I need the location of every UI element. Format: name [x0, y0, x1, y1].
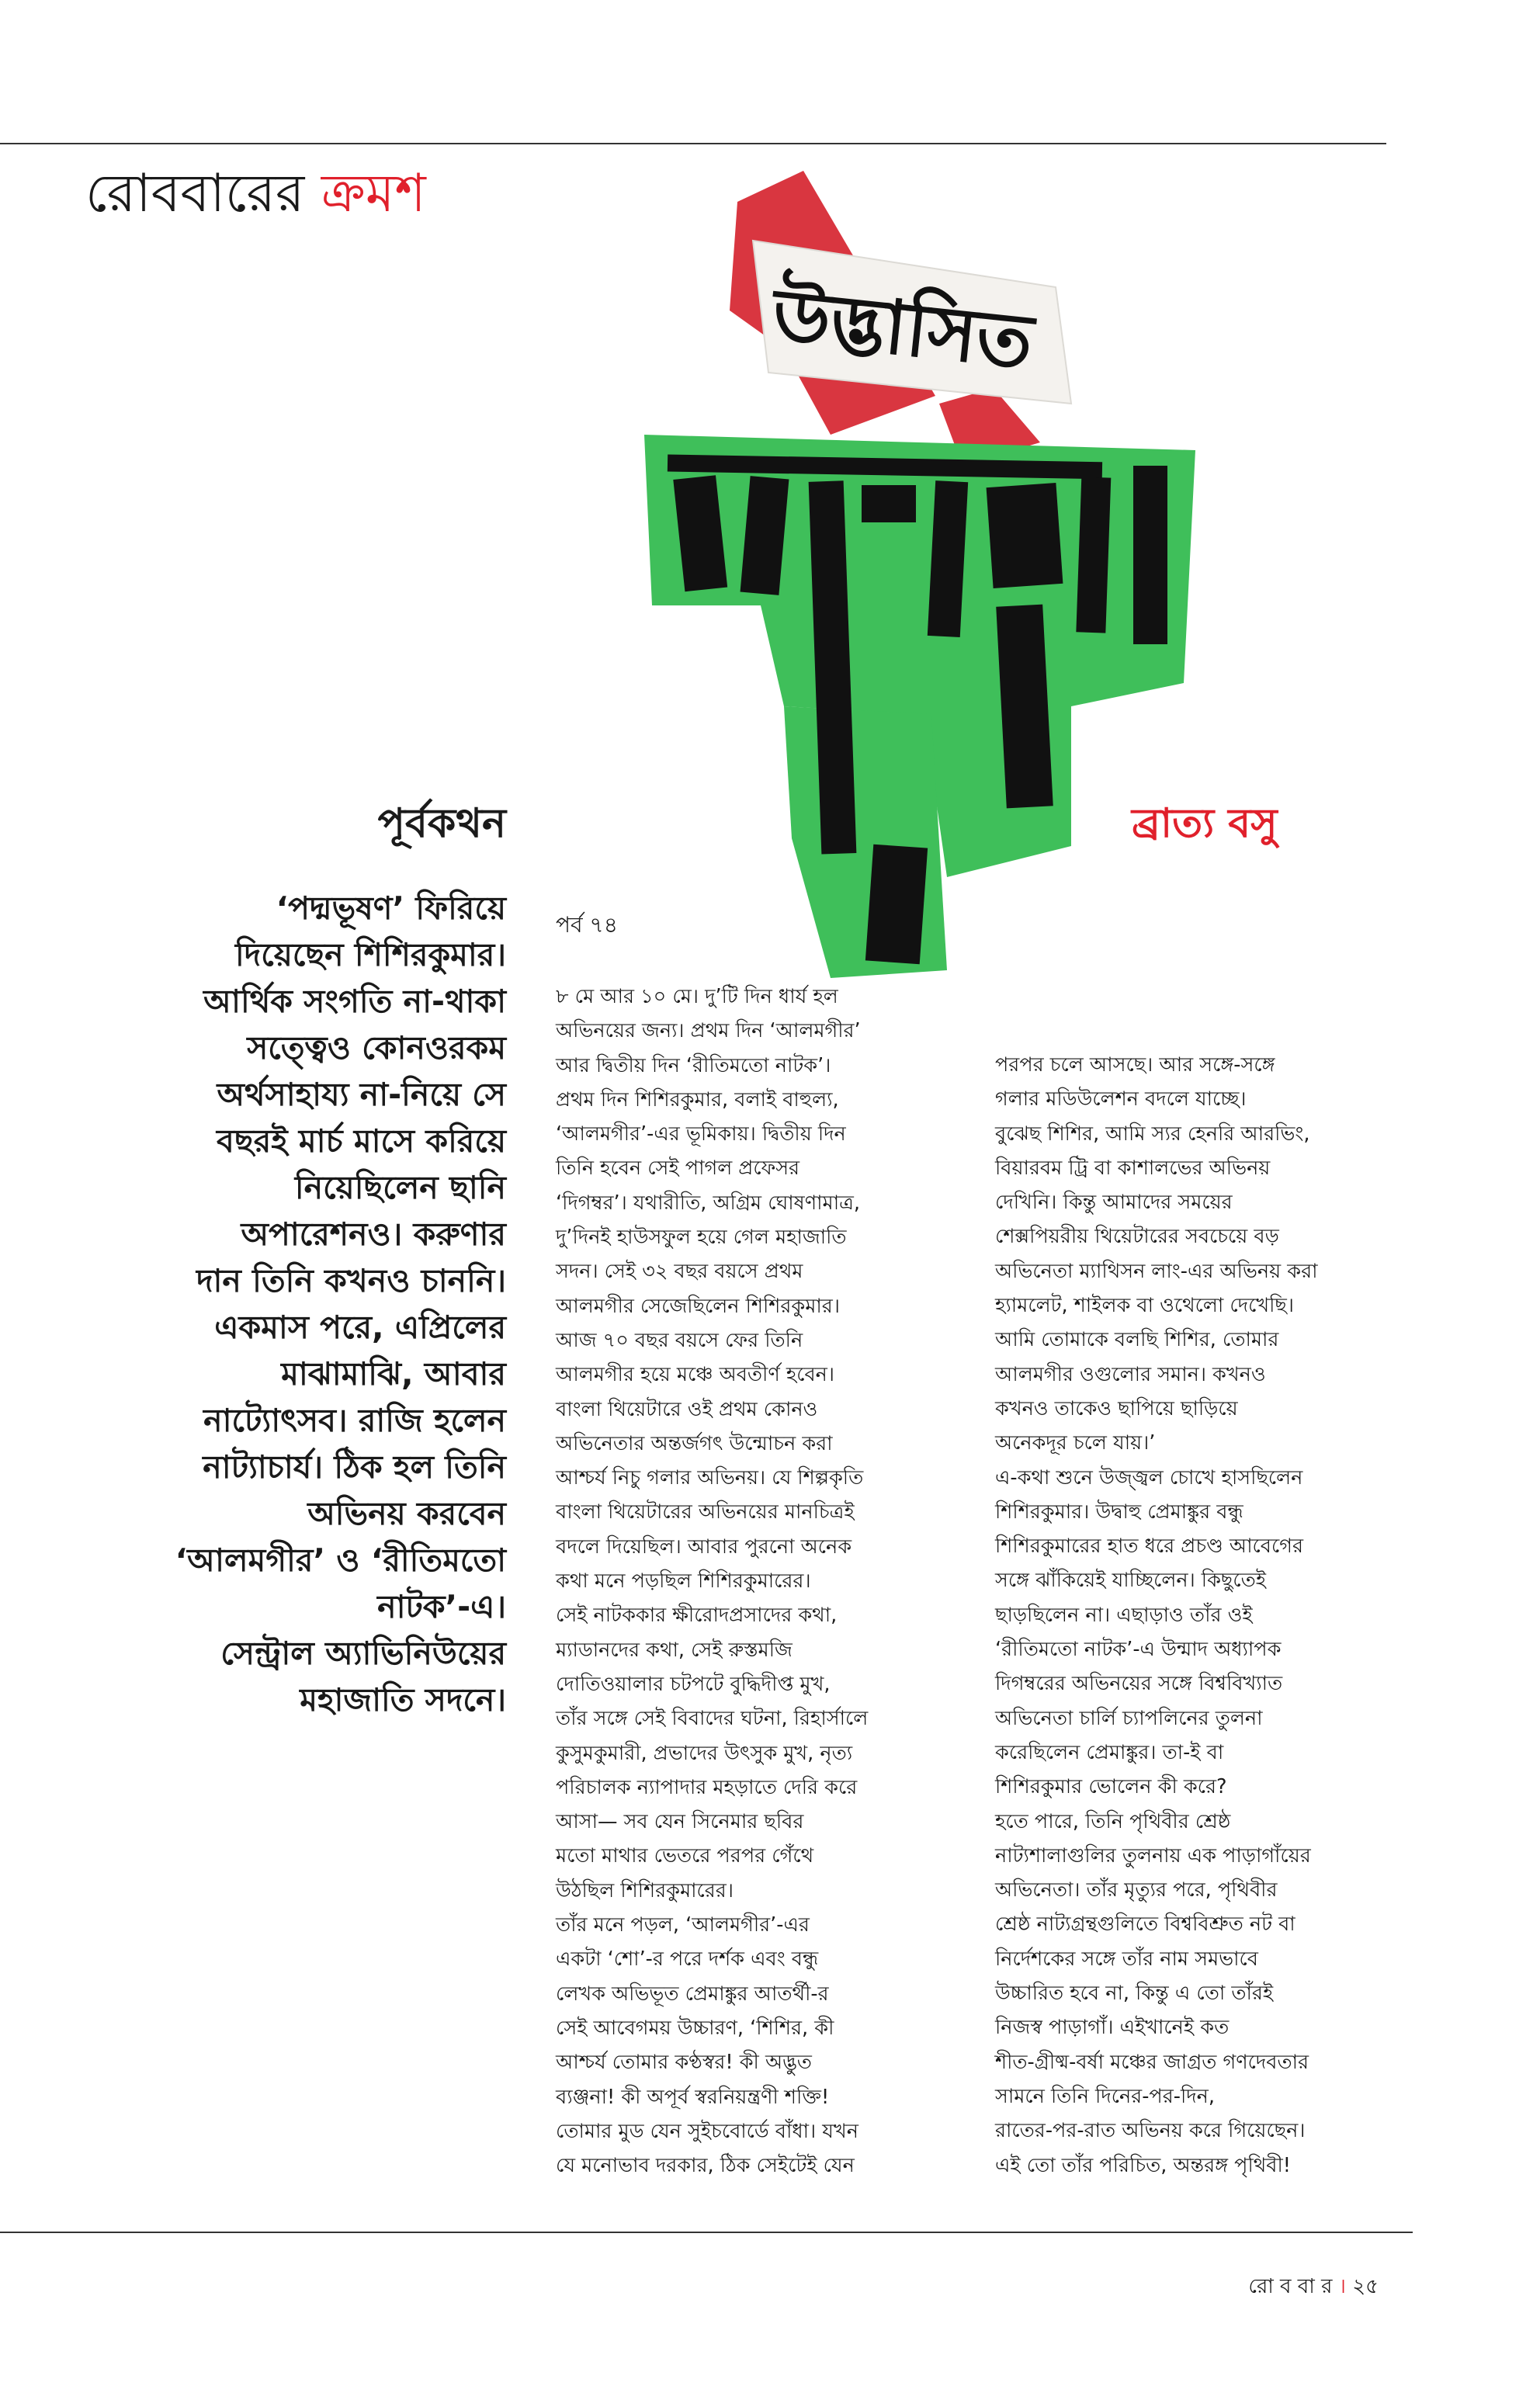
text-line: সদন। সেই ৩২ বছর বয়সে প্রথম	[556, 1260, 803, 1284]
text-line: বিয়ারবম ট্রি বা কাশালভের অভিনয়	[995, 1156, 1271, 1180]
prologue-line: একমাস পরে, এপ্রিলের	[214, 1309, 506, 1346]
text-line: তাঁর মনে পড়ল, ‘আলমগীর’-এর	[556, 1913, 810, 1937]
prologue-line: ‘আলমগীর’ ও ‘রীতিমতো	[175, 1542, 506, 1579]
text-line: মতো মাথার ভেতরে পরপর গেঁথে	[556, 1844, 814, 1868]
prologue-line: ‘পদ্মভূষণ’ ফিরিয়ে	[276, 890, 506, 927]
text-line: রাতের-পর-রাত অভিনয় করে গিয়েছেন।	[995, 2119, 1306, 2143]
footer-separator: ।	[1338, 2275, 1346, 2298]
prologue-line: সত্ত্বেও কোনওরকম	[247, 1029, 506, 1066]
text-line: দেখিনি। কিন্তু আমাদের সময়ের	[995, 1191, 1233, 1215]
text-line: কখনও তাকেও ছাপিয়ে ছাড়িয়ে	[995, 1396, 1238, 1420]
text-line: ‘রীতিমতো নাটক’-এ উন্মাদ অধ্যাপক	[995, 1638, 1282, 1662]
prologue-line: নাট্যোৎসব। রাজি হলেন	[203, 1402, 506, 1439]
text-line: ম্যাডানদের কথা, সেই রুস্তমজি	[556, 1638, 793, 1662]
text-line: অভিনেতার অন্তর্জগৎ উন্মোচন করা	[556, 1431, 833, 1455]
text-line: বদলে দিয়েছিল। আবার পুরনো অনেক	[556, 1535, 852, 1559]
text-line: আলমগীর সেজেছিলেন শিশিরকুমার।	[556, 1294, 840, 1318]
section-title-accent: ক্রমশ	[321, 163, 426, 224]
text-line: অভিনেতা ম্যাথিসন লাং-এর অভিনয় করা	[995, 1259, 1318, 1283]
text-line: নির্দেশকের সঙ্গে তাঁর নাম সমভাবে	[995, 1947, 1258, 1971]
text-line: পরিচালক ন্যাপাদার মহড়াতে দেরি করে	[556, 1775, 858, 1799]
text-line: হ্যামলেট, শাইলক বা ওথেলো দেখেছি।	[995, 1294, 1294, 1318]
text-line: আশ্চর্য নিচু গলার অভিনয়। যে শিল্পকৃতি	[556, 1466, 864, 1490]
prologue-line: অভিনয় করবেন	[307, 1495, 506, 1532]
art-title-top: উদ্ভাসিত	[768, 272, 1037, 386]
text-line: অভিনেতা চার্লি চ্যাপলিনের তুলনা	[995, 1706, 1263, 1730]
section-title-prefix: রোববারের	[85, 163, 305, 224]
text-line: লেখক অভিভূত প্রেমাঙ্কুর আতর্থী-র	[556, 1982, 829, 2006]
text-line: বাংলা থিয়েটারে ওই প্রথম কোনও	[556, 1397, 818, 1421]
page-footer	[1248, 2270, 1379, 2305]
text-line: ৮ মে আর ১০ মে। দু’টি দিন ধার্য হল	[556, 985, 838, 1008]
text-line: প্রথম দিন শিশিরকুমার, বলাই বাহুল্য,	[556, 1087, 839, 1112]
bottom-rule	[0, 2232, 1413, 2233]
prologue-line: মাঝামাঝি, আবার	[281, 1355, 506, 1392]
text-line: নাট্যশালাগুলির তুলনায় এক পাড়াগাঁয়ের	[995, 1843, 1311, 1868]
top-rule	[0, 143, 1386, 144]
footer-publication: রো ব বা র	[1248, 2275, 1333, 2298]
text-line: ‘দিগম্বর’। যথারীতি, অগ্রিম ঘোষণামাত্র,	[556, 1191, 860, 1215]
text-line: আলমগীর হয়ে মঞ্চে অবতীর্ণ হবেন।	[556, 1363, 835, 1387]
text-line: গলার মডিউলেশন বদলে যাচ্ছে।	[995, 1087, 1247, 1112]
text-line: এ-কথা শুনে উজ্জ্বল চোখে হাসছিলেন	[995, 1465, 1303, 1490]
text-line: অভিনেতা। তাঁর মৃত্যুর পরে, পৃথিবীর	[995, 1878, 1278, 1902]
text-line: একটা ‘শো’-র পরে দর্শক এবং বন্ধু	[556, 1947, 819, 1972]
episode-number: পর্ব ৭৪	[556, 912, 618, 938]
text-line: আলমগীর ওগুলোর সমান। কখনও	[995, 1362, 1266, 1386]
text-line: শিশিরকুমারের হাত ধরে প্রচণ্ড আবেগের	[995, 1535, 1303, 1559]
prologue-line: নাটক’-এ।	[377, 1588, 506, 1625]
text-line: এই তো তাঁর পরিচিত, অন্তরঙ্গ পৃথিবী!	[995, 2153, 1291, 2177]
text-line: নিজস্ব পাড়াগাঁ। এইখানেই কত	[995, 2016, 1230, 2040]
text-line: ছাড়ছিলেন না। এছাড়াও তাঁর ওই	[995, 1603, 1253, 1627]
text-line: আসা— সব যেন সিনেমার ছবির	[556, 1810, 804, 1834]
text-line: অনেকদূর চলে যায়।’	[995, 1431, 1156, 1455]
green-paper-lower	[784, 706, 947, 978]
prologue-line: অপারেশনও। করুণার	[241, 1216, 506, 1253]
prologue-line: মহাজাতি সদনে।	[300, 1681, 506, 1718]
text-line: শ্রেষ্ঠ নাট্যগ্রন্থগুলিতে বিশ্ববিশ্রুত নট বা	[995, 1913, 1295, 1937]
text-line: সেই নাটককার ক্ষীরোদপ্রসাদের কথা,	[556, 1604, 838, 1628]
text-line: শেক্সপিয়রীয় থিয়েটারের সবচেয়ে বড়	[995, 1225, 1279, 1249]
text-line: তোমার মুড যেন সুইচবোর্ডে বাঁধা। যখন	[556, 2119, 858, 2143]
text-line: দু’দিনই হাউসফুল হয়ে গেল মহাজাতি	[556, 1226, 847, 1250]
article-column-1	[556, 980, 959, 2183]
text-line: শিশিরকুমার ভোলেন কী করে?	[995, 1775, 1227, 1799]
page-number: ২৫	[1352, 2275, 1379, 2298]
prologue-text	[109, 885, 506, 1723]
text-line: সঙ্গে ঝাঁকিয়েই যাচ্ছিলেন। কিছুতেই	[995, 1569, 1267, 1593]
prologue-line: সেন্ট্রাল অ্যাভিনিউয়ের	[220, 1635, 506, 1672]
text-line: বুঝেছ শিশির, আমি স্যর হেনরি আরভিং,	[995, 1122, 1310, 1146]
text-line: যে মনোভাব দরকার, ঠিক সেইটেই যেন	[556, 2154, 855, 2178]
prologue-line: অর্থসাহায্য না-নিয়ে সে	[217, 1076, 506, 1113]
prologue-heading: পূর্বকথন	[377, 800, 506, 847]
text-line: পরপর চলে আসছে। আর সঙ্গে-সঙ্গে	[995, 1053, 1275, 1077]
text-line: তিনি হবেন সেই পাগল প্রফেসর	[556, 1157, 800, 1181]
prologue-line: নাট্যাচার্য। ঠিক হল তিনি	[203, 1448, 506, 1486]
prologue-line: আর্থিক সংগতি না-থাকা	[203, 983, 506, 1020]
section-title	[85, 159, 426, 229]
text-line: ‘আলমগীর’-এর ভূমিকায়। দ্বিতীয় দিন	[556, 1122, 846, 1146]
text-line: উচ্চারিত হবে না, কিন্তু এ তো তাঁরই	[995, 1982, 1274, 2006]
text-line: আশ্চর্য তোমার কণ্ঠস্বর! কী অদ্ভুত	[556, 2051, 812, 2075]
text-line: কথা মনে পড়ছিল শিশিরকুমারের।	[556, 1569, 811, 1594]
text-line: আজ ৭০ বছর বয়সে ফের তিনি	[556, 1328, 803, 1352]
prologue-line: নিয়েছিলেন ছানি	[294, 1169, 506, 1206]
text-line: কুসুমকুমারী, প্রভাদের উৎসুক মুখ, নৃত্য	[556, 1741, 853, 1765]
prologue-line: দিয়েছেন শিশিরকুমার।	[234, 936, 506, 973]
text-line: শীত-গ্রীষ্ম-বর্ষা মঞ্চের জাগ্রত গণদেবতার	[995, 2050, 1309, 2074]
text-line: দোতিওয়ালার চটপটে বুদ্ধিদীপ্ত মুখ,	[556, 1672, 831, 1696]
text-line: বাংলা থিয়েটারের অভিনয়ের মানচিত্রই	[556, 1500, 855, 1524]
text-line: উঠছিল শিশিরকুমারের।	[556, 1878, 734, 1902]
article-column-2	[995, 1048, 1399, 2183]
prologue-line: দান তিনি কখনও চাননি।	[196, 1262, 506, 1299]
text-line: দিগম্বরের অভিনয়ের সঙ্গে বিশ্ববিখ্যাত	[995, 1672, 1283, 1696]
text-line: করেছিলেন প্রেমাঙ্কুর। তা-ই বা	[995, 1740, 1224, 1764]
text-line: আমি তোমাকে বলছি শিশির, তোমার	[995, 1328, 1279, 1352]
byline: ব্রাত্য বসু	[1132, 800, 1278, 847]
prologue-line: বছরই মার্চ মাসে করিয়ে	[217, 1122, 506, 1160]
text-line: আর দ্বিতীয় দিন ‘রীতিমতো নাটক’।	[556, 1053, 831, 1077]
title-artwork	[636, 171, 1273, 994]
text-line: সামনে তিনি দিনের-পর-দিন,	[995, 2084, 1215, 2108]
text-line: হতে পারে, তিনি পৃথিবীর শ্রেষ্ঠ	[995, 1809, 1231, 1833]
text-line: সেই আবেগময় উচ্চারণ, ‘শিশির, কী	[556, 2016, 834, 2040]
text-line: শিশিরকুমার। উদ্বাহু প্রেমাঙ্কুর বন্ধু	[995, 1500, 1243, 1524]
text-line: ব্যঞ্জনা! কী অপূর্ব স্বরনিয়ন্ত্রণী শক্তি!	[556, 2085, 830, 2109]
text-line: তাঁর সঙ্গে সেই বিবাদের ঘটনা, রিহার্সালে	[556, 1707, 869, 1731]
text-line: অভিনয়ের জন্য। প্রথম দিন ‘আলমগীর’	[556, 1019, 861, 1043]
